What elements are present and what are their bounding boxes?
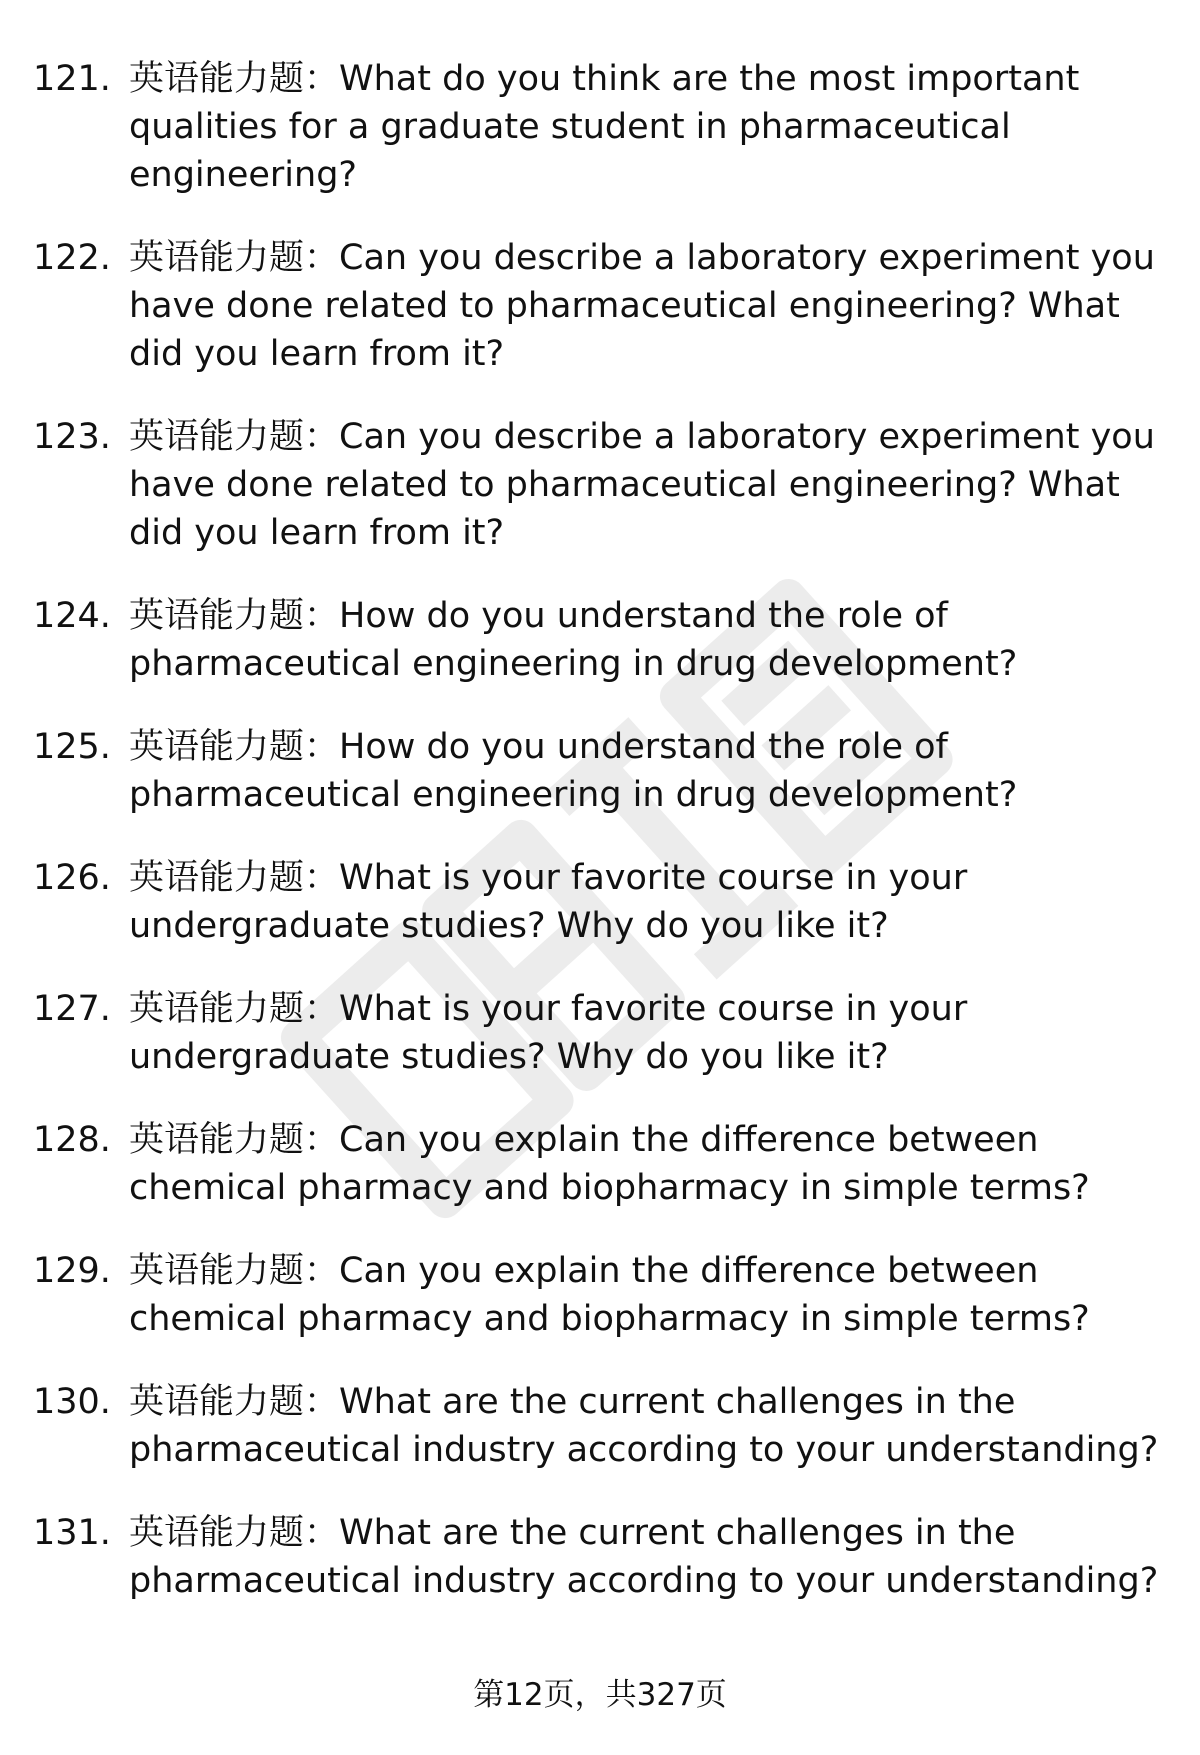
question-text: Can you explain the difference between chemical pharmacy and biopharmacy in simple terms? [129,1251,1090,1339]
question-tag: 英语能力题： [129,417,340,457]
question-item [0,1116,1200,1212]
question-tag: 英语能力题： [129,596,340,636]
question-number: 122. [33,238,111,278]
question-item [0,985,1200,1081]
question-number: 130. [33,1382,111,1422]
question-tag: 英语能力题： [129,238,340,278]
question-number: 127. [33,989,111,1029]
question-tag: 英语能力题： [129,1120,340,1160]
question-text: What are the current challenges in the pharmaceutical industry according to your understanding? [129,1382,1159,1470]
question-item [0,413,1200,557]
question-tag: 英语能力题： [129,1382,340,1422]
question-item [0,55,1200,199]
question-text: What are the current challenges in the pharmaceutical industry according to your understanding? [129,1513,1159,1601]
question-text: How do you understand the role of pharmaceutical engineering in drug development? [129,596,1018,684]
question-text: What is your favorite course in your undergraduate studies? Why do you like it? [129,989,968,1077]
question-number: 126. [33,858,111,898]
question-tag: 英语能力题： [129,1251,340,1291]
question-number: 125. [33,727,111,767]
page-footer: 第12页，共327页 [473,1677,727,1713]
question-text: What is your favorite course in your undergraduate studies? Why do you like it? [129,858,968,946]
question-tag: 英语能力题： [129,727,340,767]
question-tag: 英语能力题： [129,989,340,1029]
question-tag: 英语能力题： [129,1513,340,1553]
question-text: What do you think are the most important qualities for a graduate student in pharmaceutical engineering? [129,59,1080,195]
question-item [0,1509,1200,1605]
question-text: Can you describe a laboratory experiment you have done related to pharmaceutical engineering? What did you learn from it? [129,417,1155,553]
question-item [0,1247,1200,1343]
question-tag: 英语能力题： [129,59,340,99]
question-item [0,854,1200,950]
question-text: Can you describe a laboratory experiment you have done related to pharmaceutical engineering? What did you learn from it? [129,238,1155,374]
question-item [0,1378,1200,1474]
question-item [0,592,1200,688]
question-number: 128. [33,1120,111,1160]
question-number: 123. [33,417,111,457]
question-item [0,234,1200,378]
question-tag: 英语能力题： [129,858,340,898]
question-text: How do you understand the role of pharmaceutical engineering in drug development? [129,727,1018,815]
question-number: 131. [33,1513,111,1553]
question-text: Can you explain the difference between chemical pharmacy and biopharmacy in simple terms? [129,1120,1090,1208]
question-list [0,55,1200,1640]
question-item [0,723,1200,819]
question-number: 121. [33,59,111,99]
question-number: 124. [33,596,111,636]
question-number: 129. [33,1251,111,1291]
